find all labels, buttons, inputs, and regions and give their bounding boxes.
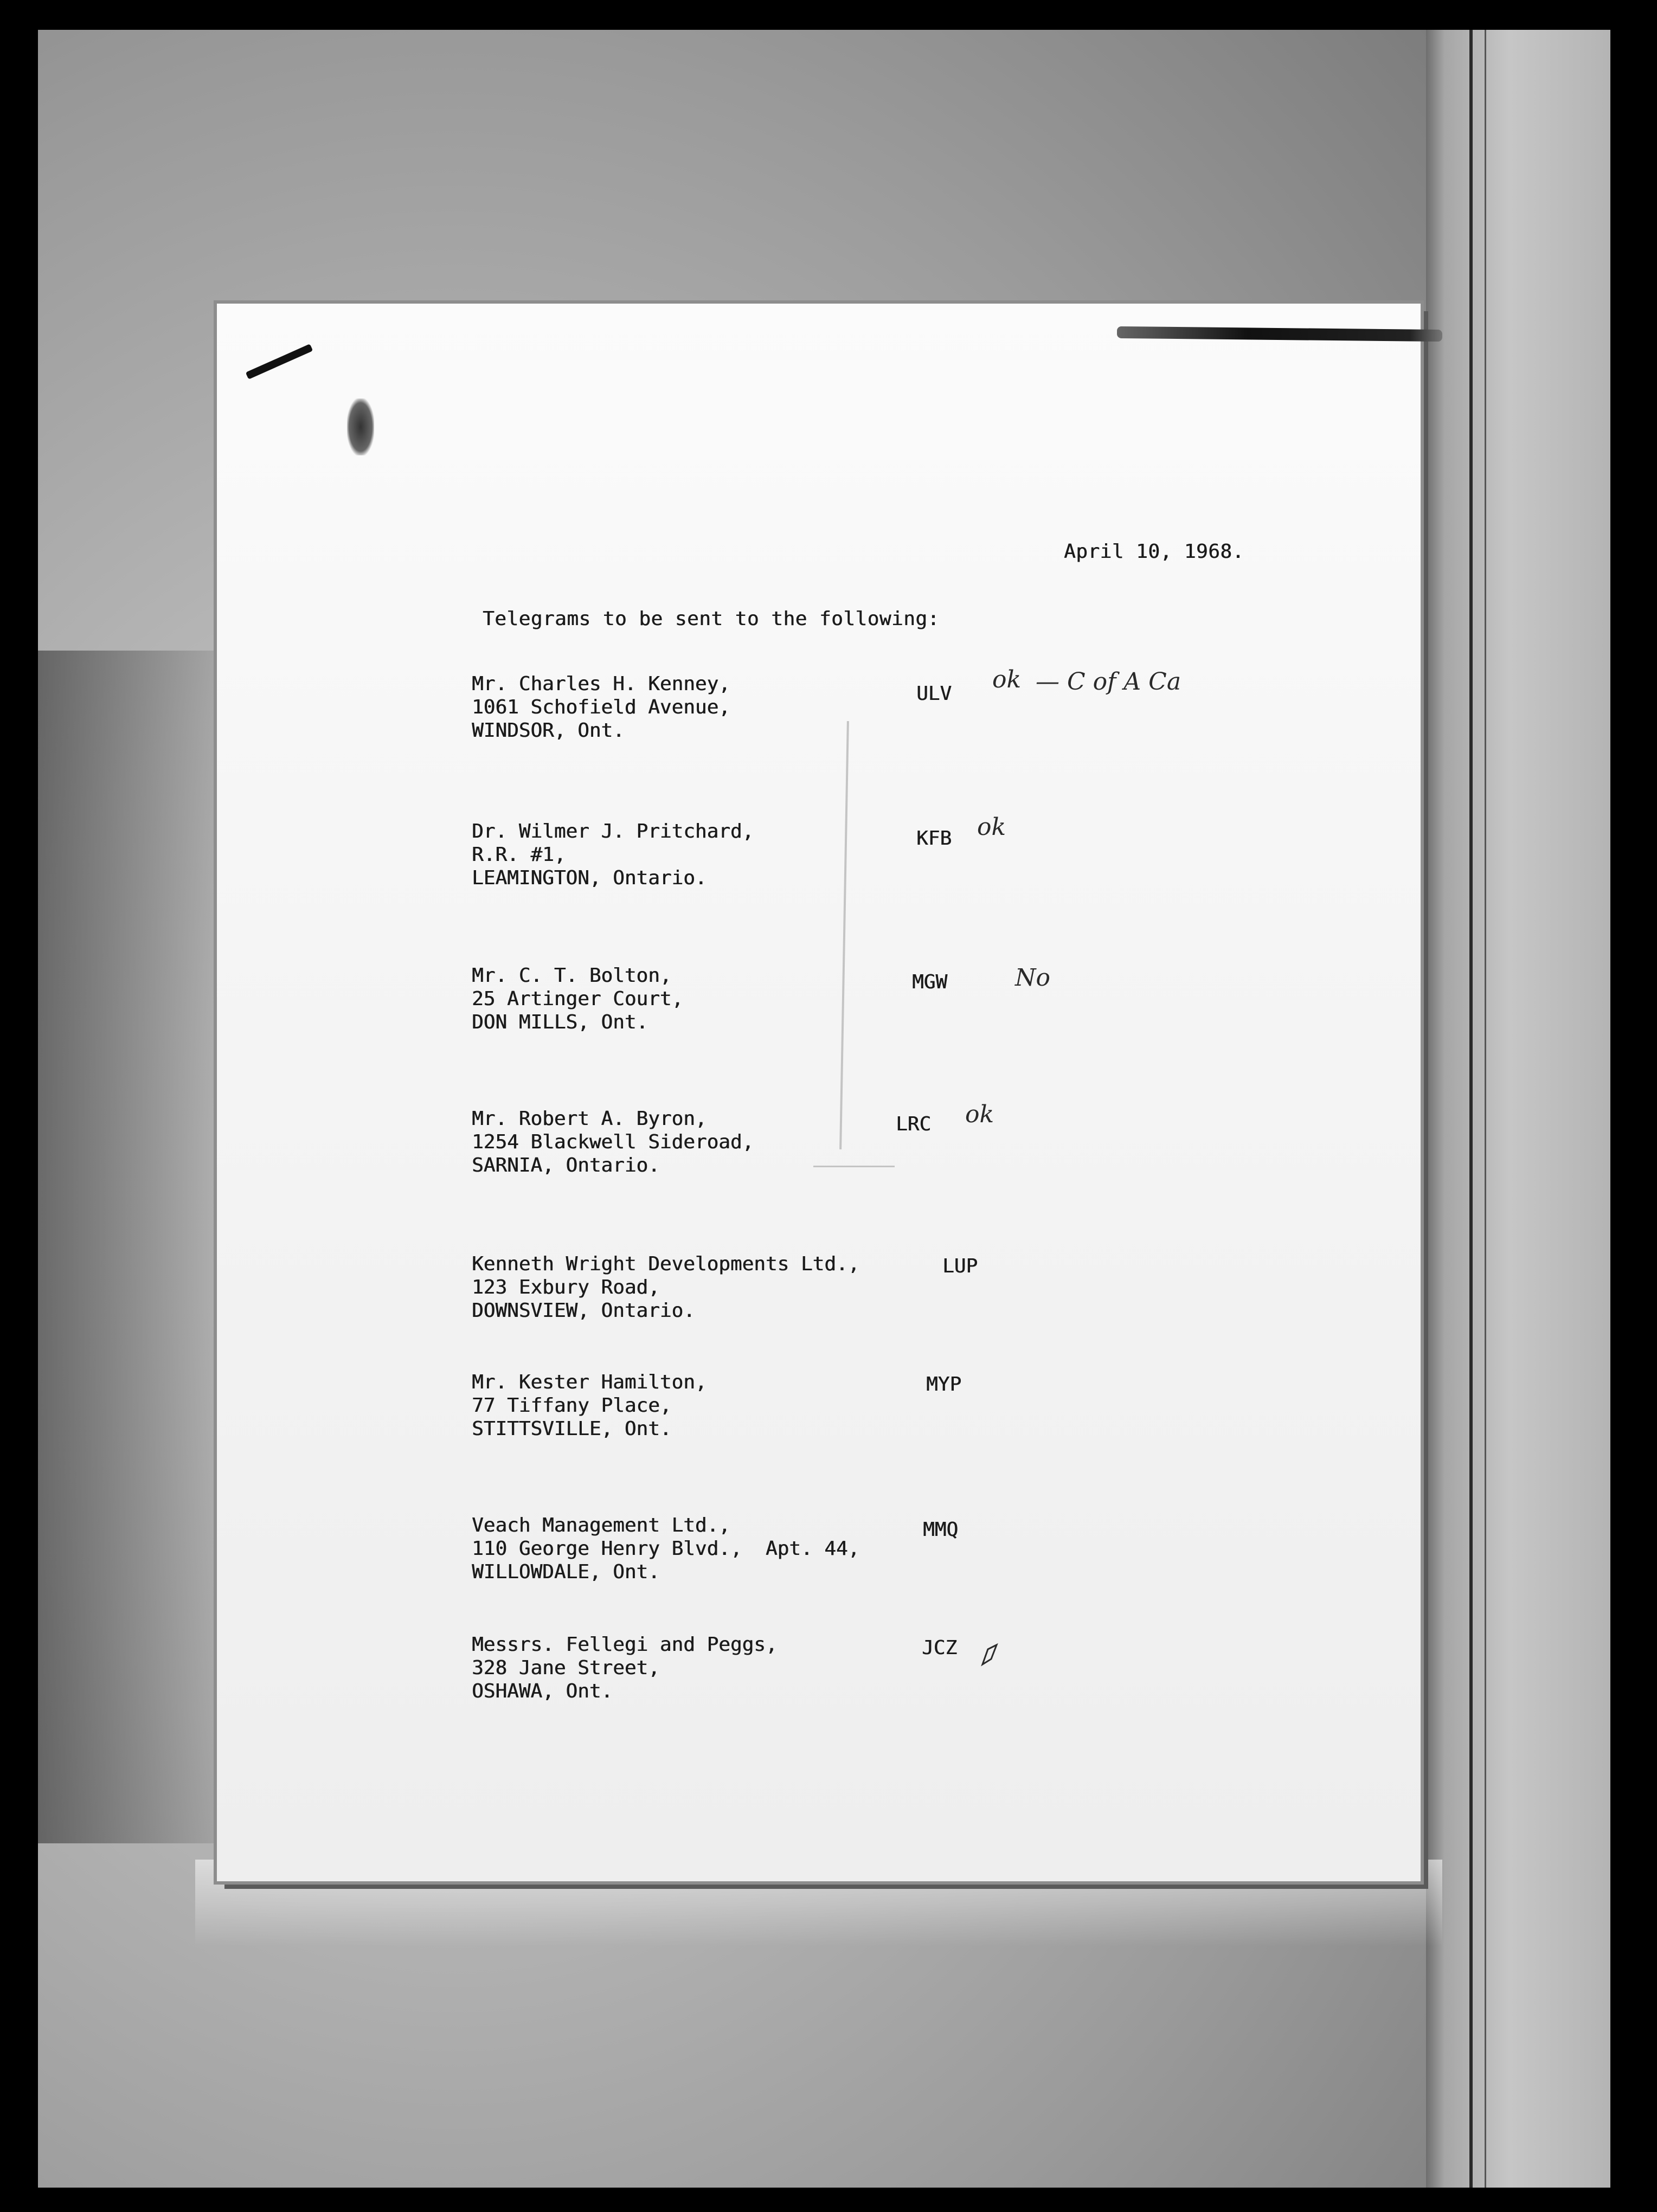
recipient-city: WILLOWDALE, Ont. bbox=[472, 1561, 660, 1583]
telegram-code: LUP bbox=[942, 1255, 978, 1277]
telegram-code: LRC bbox=[896, 1113, 932, 1135]
recipient-entry bbox=[472, 1514, 859, 1584]
recipient-name: Mr. Robert A. Byron, bbox=[472, 1108, 707, 1130]
recipient-address: 110 George Henry Blvd., Apt. 44, bbox=[472, 1538, 860, 1560]
recipient-city: SARNIA, Ontario. bbox=[472, 1154, 660, 1176]
recipient-name: Mr. Kester Hamilton, bbox=[472, 1371, 707, 1393]
folder-edge-line bbox=[1469, 30, 1473, 2188]
telegram-code: ULV bbox=[916, 683, 952, 705]
recipient-entry bbox=[472, 1252, 859, 1322]
folder-edge-line bbox=[1485, 30, 1486, 2188]
recipient-name: Veach Management Ltd., bbox=[472, 1514, 730, 1536]
recipient-entry bbox=[472, 672, 730, 742]
clip-hole-mark bbox=[347, 398, 374, 455]
letter-date: April 10, 1968. bbox=[1064, 541, 1244, 563]
recipient-name: Messrs. Fellegi and Peggs, bbox=[472, 1634, 778, 1656]
recipient-city: LEAMINGTON, Ontario. bbox=[472, 867, 707, 889]
recipient-address: R.R. #1, bbox=[472, 844, 566, 866]
recipient-entry bbox=[472, 1107, 754, 1177]
recipient-entry bbox=[472, 1371, 707, 1441]
recipient-name: Mr. C. T. Bolton, bbox=[472, 964, 672, 987]
handwritten-note: ok bbox=[977, 813, 1006, 841]
recipient-address: 123 Exbury Road, bbox=[472, 1276, 660, 1298]
recipient-address: 77 Tiffany Place, bbox=[472, 1394, 672, 1417]
recipient-city: OSHAWA, Ont. bbox=[472, 1680, 613, 1702]
recipient-name: Mr. Charles H. Kenney, bbox=[472, 673, 730, 695]
pencil-bracket-base bbox=[813, 1166, 895, 1167]
recipient-entry bbox=[472, 820, 754, 890]
telegram-code: JCZ bbox=[922, 1637, 958, 1659]
handwritten-note: ok bbox=[992, 666, 1022, 693]
recipient-city: DOWNSVIEW, Ontario. bbox=[472, 1300, 695, 1322]
recipient-city: DON MILLS, Ont. bbox=[472, 1011, 648, 1033]
recipient-entry bbox=[472, 964, 683, 1034]
recipient-name: Dr. Wilmer J. Pritchard, bbox=[472, 820, 754, 843]
recipient-address: 25 Artinger Court, bbox=[472, 988, 684, 1010]
handwritten-note-extra: — C of A Ca bbox=[1036, 668, 1181, 696]
recipient-address: 328 Jane Street, bbox=[472, 1657, 660, 1679]
recipient-address: 1061 Schofield Avenue, bbox=[472, 696, 730, 718]
list-heading: Telegrams to be sent to the following: bbox=[483, 608, 940, 630]
recipient-address: 1254 Blackwell Sideroad, bbox=[472, 1131, 754, 1153]
recipient-name: Kenneth Wright Developments Ltd., bbox=[472, 1253, 860, 1275]
recipient-city: STITTSVILLE, Ont. bbox=[472, 1418, 672, 1440]
check-mark-icon bbox=[980, 1643, 999, 1667]
handwritten-note: ok bbox=[965, 1101, 994, 1128]
recipient-city: WINDSOR, Ont. bbox=[472, 719, 625, 742]
folder-edge-strip bbox=[1426, 30, 1610, 2188]
telegram-code: MMQ bbox=[923, 1519, 959, 1541]
telegram-code: MYP bbox=[926, 1373, 962, 1396]
telegram-code: KFB bbox=[916, 827, 952, 850]
handwritten-note: No bbox=[1015, 964, 1050, 992]
telegram-code: MGW bbox=[912, 971, 948, 993]
recipient-entry bbox=[472, 1633, 778, 1703]
